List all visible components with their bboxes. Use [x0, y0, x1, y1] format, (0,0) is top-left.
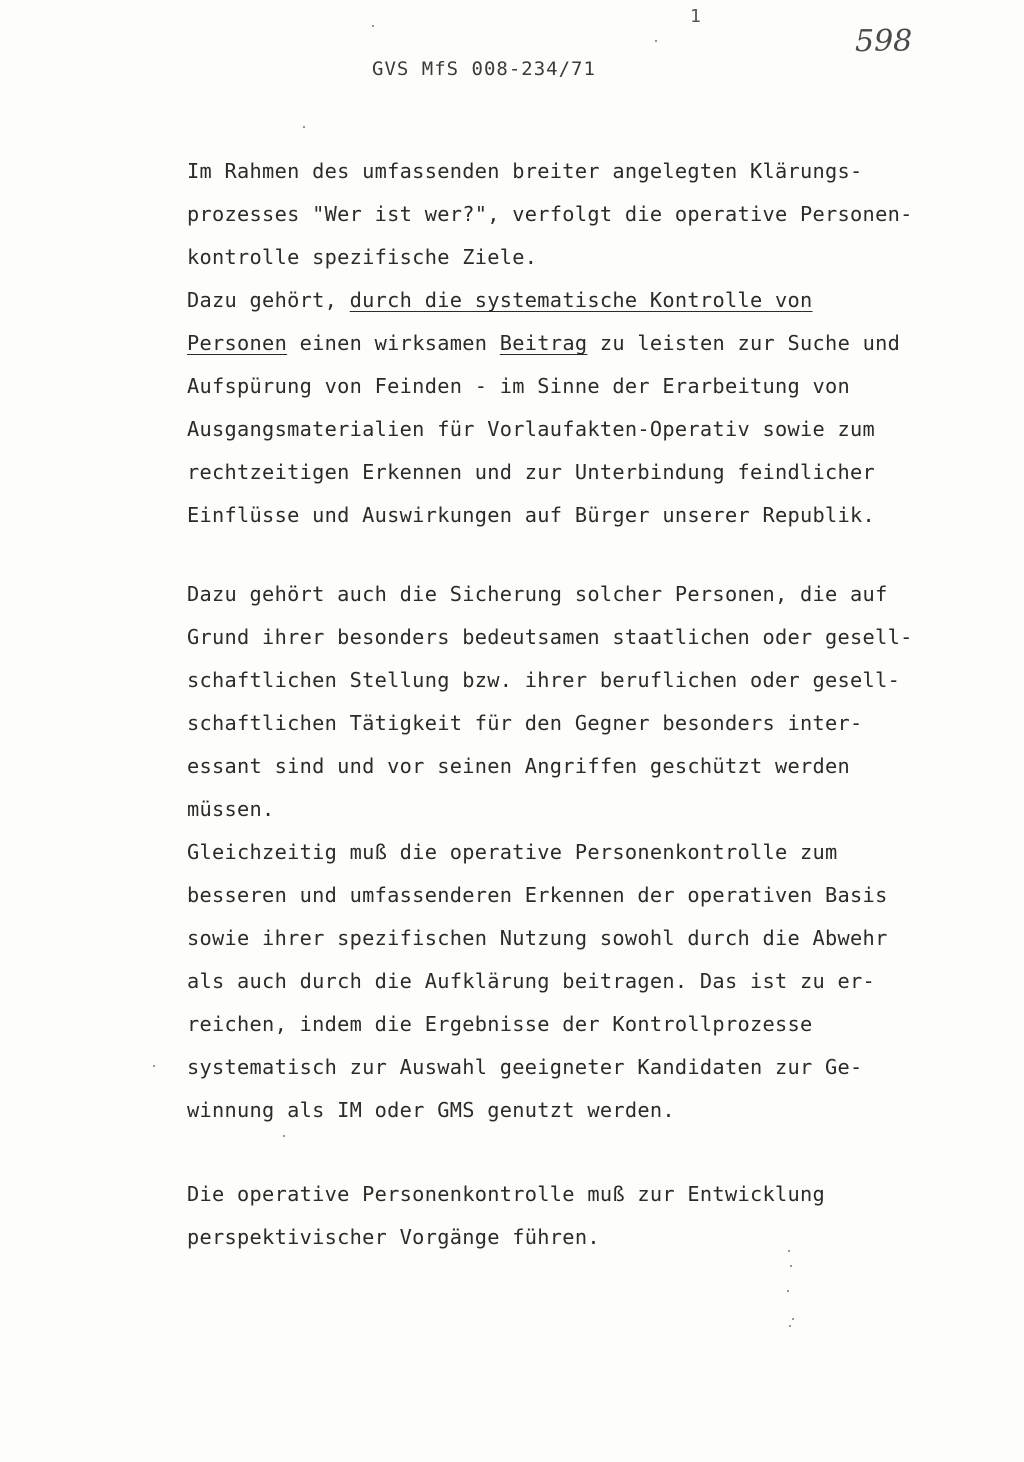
text-line: prozesses "Wer ist wer?", verfolgt die operative Personen-: [187, 202, 913, 226]
text-line: systematisch zur Auswahl geeigneter Kandidaten zur Ge-: [187, 1055, 863, 1079]
text-line: besseren und umfassenderen Erkennen der operativen Basis: [187, 883, 888, 907]
text-line: schaftlichen Stellung bzw. ihrer beruflichen oder gesell-: [187, 668, 901, 692]
scan-speck: [303, 126, 305, 128]
paragraph-3: [187, 1173, 977, 1259]
scan-speck: [372, 25, 374, 27]
text-line: kontrolle spezifische Ziele.: [187, 245, 538, 269]
text-line: Die operative Personenkontrolle muß zur Entwicklung: [187, 1182, 826, 1206]
scan-speck: [655, 40, 657, 42]
text-line: Im Rahmen des umfassenden breiter angelegten Klärungs-: [187, 159, 863, 183]
text-line: perspektivischer Vorgänge führen.: [187, 1225, 600, 1249]
paragraph-1: [187, 150, 977, 537]
text-line: Einflüsse und Auswirkungen auf Bürger unserer Republik.: [187, 503, 876, 527]
scan-speck: [792, 1318, 794, 1320]
text-line: schaftlichen Tätigkeit für den Gegner besonders inter-: [187, 711, 863, 735]
text-line: winnung als IM oder GMS genutzt werden.: [187, 1098, 675, 1122]
text-line: Dazu gehört, durch die systematische Kontrolle von: [187, 288, 813, 312]
document-reference: GVS MfS 008-234/71: [372, 58, 596, 80]
text-line: müssen.: [187, 797, 275, 821]
scan-speck: [153, 1065, 155, 1067]
underlined-phrase: durch die systematische Kontrolle von: [349, 288, 813, 312]
paragraph-2: [187, 573, 977, 1132]
text-line: sowie ihrer spezifischen Nutzung sowohl durch die Abwehr: [187, 926, 888, 950]
text-line: Aufspürung von Feinden - im Sinne der Erarbeitung von: [187, 374, 851, 398]
scan-speck: [790, 1265, 792, 1267]
scan-speck: [787, 1290, 789, 1292]
text-line: Grund ihrer besonders bedeutsamen staatlichen oder gesell-: [187, 625, 913, 649]
text-line: Ausgangsmaterialien für Vorlaufakten-Operativ sowie zum: [187, 417, 876, 441]
scan-speck: [789, 1325, 791, 1327]
text-line: rechtzeitigen Erkennen und zur Unterbindung feindlicher: [187, 460, 876, 484]
text-line: essant sind und vor seinen Angriffen geschützt werden: [187, 754, 851, 778]
text-line: Personen einen wirksamen Beitrag zu leisten zur Suche und: [187, 331, 901, 355]
scan-speck: [283, 1135, 285, 1137]
text-line: Gleichzeitig muß die operative Personenkontrolle zum: [187, 840, 838, 864]
page-number: 598: [855, 24, 913, 59]
text-line: reichen, indem die Ergebnisse der Kontrollprozesse: [187, 1012, 813, 1036]
text-line: Dazu gehört auch die Sicherung solcher Personen, die auf: [187, 582, 888, 606]
scan-speck: [788, 1250, 790, 1252]
underlined-phrase: Personen: [187, 331, 288, 355]
top-mark: 1: [690, 6, 701, 27]
underlined-phrase: Beitrag: [499, 331, 588, 355]
text-line: als auch durch die Aufklärung beitragen. Das ist zu er-: [187, 969, 876, 993]
